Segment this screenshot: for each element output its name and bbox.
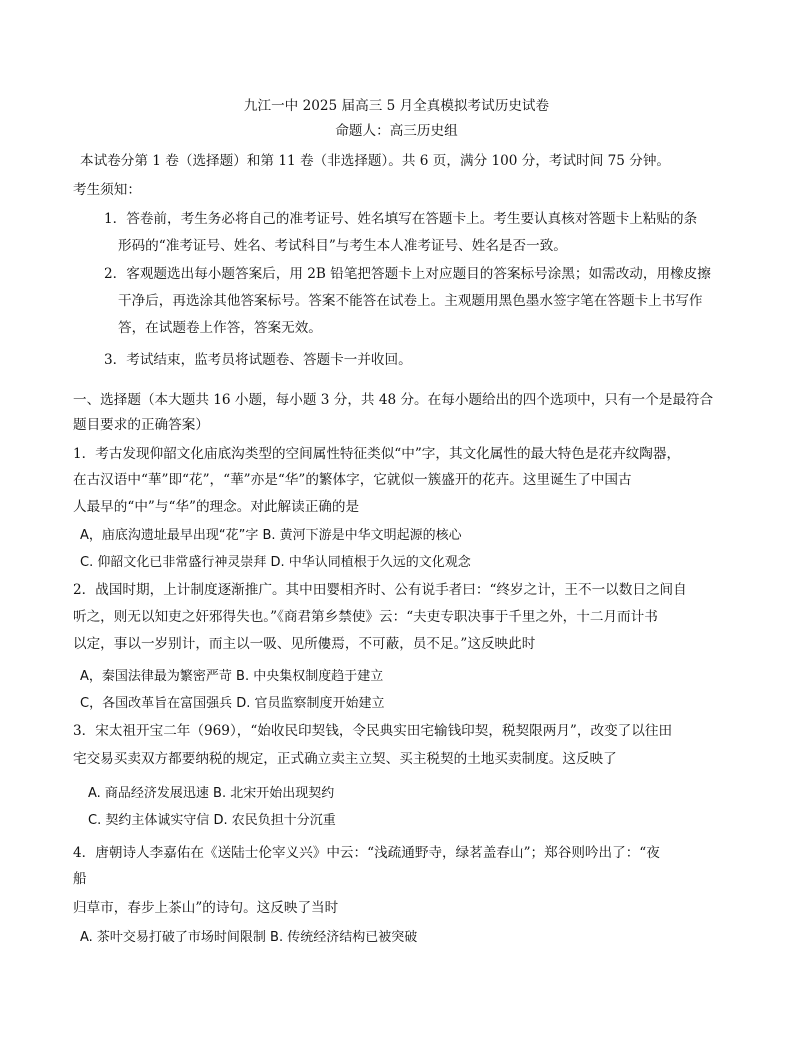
question-2-line-2: 听之，则无以知吏之奸邪得失也。”《商君第乡禁使》云：“夫吏专职决事于千里之外，十二月而计书 [73, 609, 658, 625]
question-2-options-ab: A，秦国法律最为繁密严苛 B. 中央集权制度趋于建立 [80, 669, 384, 684]
question-2-line-3: 以定，事以一岁别计，而主以一吸、见所僂焉，不可蔽，员不足。”这反映此时 [73, 636, 536, 652]
exam-setter: 命题人：高三历史组 [335, 123, 458, 139]
notice-item-1-line-2: 形码的“准考证号、姓名、考试科目”与考生本人准考证号、姓名是否一致。 [118, 238, 567, 254]
question-3-options-cd: C. 契约主体诚实守信 D. 农民负担十分沉重 [88, 813, 336, 828]
question-4-options-ab: A. 茶叶交易打破了市场时间限制 B. 传统经济结构已被突破 [80, 930, 418, 945]
question-1-options-cd: C. 仰韶文化已非常盛行神灵崇拜 D. 中华认同植根于久远的文化观念 [80, 555, 471, 570]
section-heading-line-1: 一、选择题（本大题共 16 小题，每小题 3 分，共 48 分。在每小题给出的四个选项中，只有一个是最符合 [73, 392, 714, 408]
question-3-line-1: 3．宋太祖开宝二年（969），“始收民印契钱，令民典实田宅输钱印契，税契限两月”，改变了以往田 [73, 723, 673, 739]
notice-item-2-line-2: 干净后，再选涂其他答案标号。答案不能答在试卷上。主观题用黑色墨水签字笔在答题卡上书写作 [118, 293, 703, 309]
exam-intro: 本试卷分第 1 卷（选择题）和第 11 卷（非选择题）。共 6 页，满分 100 分，考试时间 75 分钟。 [80, 153, 671, 169]
exam-title: 九江一中 2025 届高三 5 月全真模拟考试历史试卷 [243, 98, 550, 114]
question-1-line-1: 1．考古发现仰韶文化庙底沟类型的空间属性特征类似“中”字，其文化属性的最大特色是花卉纹陶器， [73, 446, 681, 462]
notice-item-3: 3．考试结束，监考员将试题卷、答题卡一并收回。 [104, 352, 412, 368]
question-2-options-cd: C，各国改革旨在富国强兵 D. 官员监察制度开始建立 [80, 696, 385, 711]
question-1-line-2: 在古汉语中“華”即“花”，“華”亦是“华”的繁体字，它就似一簇盛开的花卉。这里诞生了中国古 [73, 472, 632, 488]
notice-heading: 考生须知： [73, 182, 141, 198]
notice-item-1-line-1: 1．答卷前，考生务必将自己的准考证号、姓名填写在答题卡上。考生要认真核对答题卡上粘贴的条 [104, 211, 698, 227]
question-2-line-1: 2．战国时期，上计制度逐渐推广。其中田婴相齐时、公有说手者曰：“终岁之计，王不一以数日之间自 [73, 582, 687, 598]
question-4-line-1: 4．唐朝诗人李嘉佑在《送陆士伦宰义兴》中云：“浅疏通野寺，绿茗盖春山”；郑谷则吟出了：“夜 [73, 845, 660, 861]
section-heading-line-2: 题目要求的正确答案） [73, 417, 209, 433]
question-3-options-ab: A. 商品经济发展迅速 B. 北宋开始出现契约 [88, 786, 335, 801]
notice-item-2-line-3: 答，在试题卷上作答，答案无效。 [118, 320, 322, 336]
question-1-options-ab: A，庙底沟遗址最早出现“花”字 B. 黄河下游是中华文明起源的核心 [80, 528, 462, 543]
notice-item-2-line-1: 2．客观题选出每小题答案后，用 2B 铅笔把答题卡上对应题目的答案标号涂黑；如需改动，用橡皮擦 [104, 266, 711, 282]
question-3-line-2: 宅交易买卖双方都要纳税的规定，正式确立卖主立契、买主税契的土地买卖制度。这反映了 [73, 751, 617, 767]
question-4-line-2: 船 [73, 871, 87, 887]
question-1-line-3: 人最早的“中”与“华”的理念。对此解读正确的是 [73, 499, 360, 515]
question-4-line-3: 归草市，春步上茶山”的诗句。这反映了当时 [73, 900, 339, 916]
